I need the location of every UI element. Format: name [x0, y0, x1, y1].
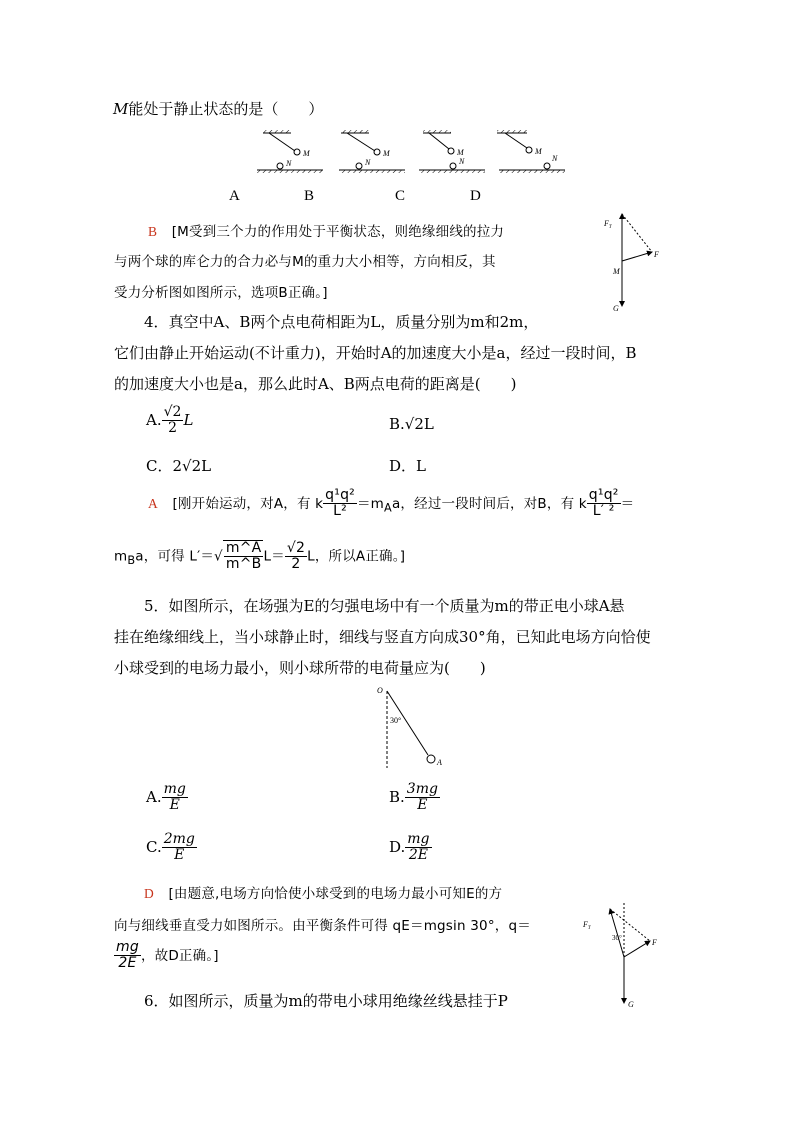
q5-option-d[interactable]: [389, 832, 432, 864]
q3-explanation-line1: [148, 220, 504, 240]
q4-exp-frac2: [587, 488, 621, 520]
q5-option-a-fraction: [162, 782, 188, 814]
q5-explanation-line2: 向与细线垂直受力如图所示。由平衡条件可得 qE＝mgsin 30°，q＝: [114, 918, 531, 934]
q5-line1: 5．如图所示，在场强为E的匀强电场中有一个质量为m的带正电小球A悬: [144, 597, 625, 615]
q3-option-a-label: A: [229, 188, 240, 204]
q3-fig-c-label-n: N: [459, 157, 465, 166]
q4-explanation-line1: [148, 488, 634, 520]
q4-exp-frac3-den: 2: [291, 555, 301, 572]
q5-option-b-num: 3mg: [406, 781, 438, 797]
q4-exp-part2-sub: A: [384, 501, 392, 515]
q5-option-c-den: E: [174, 847, 185, 864]
q4-option-a-suffix: L: [183, 410, 194, 429]
q4-exp-frac2-den: L′ ²: [592, 503, 615, 520]
q5-exp-text3: ，故D正确。]: [140, 947, 219, 964]
q4-exp-line2-a: m: [114, 548, 128, 565]
q5-option-b-fraction: [405, 782, 440, 814]
q4-answer-letter: A: [148, 495, 158, 511]
q4-line3: 的加速度大小也是a，那么此时A、B两点电荷的距离是( ): [114, 375, 517, 393]
q4-option-d[interactable]: D．L: [389, 457, 426, 475]
q3-explanation-text1: [M受到三个力的作用处于平衡状态，则绝缘细线的拉力: [171, 224, 505, 240]
q3-explanation-line3: 受力分析图如图所示，选项B正确。]: [114, 285, 328, 301]
q5-option-b-prefix: B.: [389, 787, 405, 806]
q5-option-c-fraction: [162, 832, 197, 864]
q5-line3: 小球受到的电场力最小，则小球所带的电荷量应为( ): [114, 659, 486, 677]
q4-option-a-den: 2: [168, 420, 177, 437]
q3-explanation-line2: 与两个球的库仑力的合力必与M的重力大小相等，方向相反，其: [114, 254, 496, 270]
q4-option-a-num: √2: [163, 404, 182, 420]
q5-force-label-g: G: [628, 1000, 634, 1009]
q5-force-label-f: F: [652, 938, 657, 947]
q4-line2: 它们由静止开始运动(不计重力)，开始时A的加速度大小是a，经过一段时间，B: [114, 344, 637, 362]
q4-exp-line2-b: a，可得 L′＝: [135, 548, 215, 565]
q4-option-a-fraction: [162, 405, 184, 437]
q6-line1: 6．如图所示，质量为m的带电小球用绝缘丝线悬挂于P: [144, 992, 508, 1010]
q3-stem-text: 能处于静止状态的是（ ）: [128, 100, 324, 118]
q5-option-a-den: E: [169, 797, 180, 814]
q4-exp-frac3-num: √2: [286, 539, 306, 556]
q4-exp-sqrt-frac: [223, 540, 264, 573]
q5-exp-fraction: [114, 940, 141, 972]
q5-exp-text1: [由题意,电场方向恰使小球受到的电场力最小可知E的方: [168, 886, 503, 902]
q5-option-d-den: 2E: [408, 847, 428, 864]
q3-fig-c: [419, 130, 485, 173]
q4-exp-line2-d: L，所以A正确。]: [307, 548, 406, 565]
q5-exp-frac-num: mg: [116, 939, 139, 955]
q4-option-b[interactable]: B.√2L: [389, 415, 434, 433]
q5-option-c-num: 2mg: [163, 831, 195, 847]
q4-exp-frac3: [285, 541, 307, 573]
q4-exp-frac1-den: L²: [333, 503, 347, 520]
q5-force-diagram: [580, 895, 670, 1010]
q4-exp-part4: ＝: [620, 495, 635, 512]
q3-option-d-label: D: [470, 188, 481, 204]
q3-answer-letter: B: [148, 224, 158, 239]
q5-answer-letter: D: [144, 886, 154, 901]
q5-option-d-num: mg: [407, 831, 430, 847]
q4-exp-sqrt-num: m^A: [224, 541, 264, 557]
q4-option-a-prefix: A.: [146, 410, 162, 429]
q3-stem-tail: [113, 98, 323, 119]
q5-fig-label-a: A: [437, 758, 442, 767]
q4-exp-frac1-num: q¹q²: [325, 487, 355, 503]
q5-fig-label-angle: 30°: [390, 716, 402, 725]
q4-exp-part2: ＝m: [356, 495, 385, 512]
q4-explanation-line2: $m_Ba$，可得 L′＝√ $\frac{m\^{}A}{m\^{}B}$ L＝ $\frac{√2}{2}$ L，所以A正确。]: [114, 539, 406, 573]
q3-option-b-label: B: [304, 188, 315, 204]
q3-force-label-ft: $F_T$: [604, 219, 612, 230]
q5-option-c[interactable]: [146, 832, 197, 864]
q4-exp-frac2-num: q¹q²: [588, 487, 619, 503]
q5-option-a-num: mg: [163, 781, 186, 797]
q4-exp-line2-sub: B: [127, 554, 136, 568]
q5-explanation-line1: [144, 882, 502, 902]
q5-option-d-fraction: [405, 832, 431, 864]
q5-option-b-den: E: [417, 797, 428, 814]
q4-exp-part3: a，经过一段时间后，对B，有 k: [391, 495, 587, 512]
q5-option-a-prefix: A.: [146, 787, 162, 806]
q3-fig-c-label-m: M: [457, 148, 464, 157]
q5-explanation-line3: [114, 940, 219, 972]
q5-line2: 挂在绝缘细线上，当小球静止时，细线与竖直方向成30°角，已知此电场方向恰使: [114, 628, 651, 646]
q3-fig-d-label-n: N: [552, 154, 558, 163]
q3-fig-b: [339, 130, 405, 173]
q3-fig-a-label-m: M: [303, 149, 310, 158]
q5-force-label-ft: $F_T$: [583, 920, 591, 931]
q5-exp-frac-den: 2E: [118, 955, 137, 972]
q4-line1: 4．真空中A、B两个点电荷相距为L，质量分别为m和2m，: [144, 313, 539, 331]
q4-option-a[interactable]: [146, 405, 193, 437]
q3-fig-d: [497, 130, 565, 173]
q4-exp-frac1: [323, 488, 357, 520]
q3-fig-a-label-n: N: [286, 159, 292, 168]
q4-exp-part1: [刚开始运动，对A，有 k: [172, 495, 324, 512]
q5-fig-label-o: O: [377, 686, 383, 695]
q3-force-label-g: G: [613, 304, 619, 313]
q5-force-label-angle: 30°: [612, 934, 622, 942]
q4-exp-line2-c: L＝: [263, 548, 285, 565]
q4-exp-sqrt-den: m^B: [225, 556, 262, 573]
q5-option-d-prefix: D.: [389, 837, 406, 856]
q3-fig-b-label-m: M: [383, 149, 390, 158]
q3-stem-var: M: [113, 100, 129, 118]
q3-fig-b-label-n: N: [365, 158, 371, 167]
q3-force-label-m: M: [613, 267, 620, 276]
q5-option-a[interactable]: [146, 782, 188, 814]
q3-option-c-label: C: [395, 188, 406, 204]
q3-fig-d-label-m: M: [535, 147, 542, 156]
q3-force-label-f: F: [654, 250, 659, 259]
q4-option-c[interactable]: C．2√2L: [146, 457, 212, 475]
q5-option-b[interactable]: [389, 782, 440, 814]
q3-force-diagram: [584, 206, 674, 316]
q5-pendulum-figure: [375, 683, 455, 773]
q5-option-c-prefix: C.: [146, 837, 162, 856]
q3-options-figure: [255, 124, 585, 184]
q3-fig-a: [257, 130, 323, 173]
